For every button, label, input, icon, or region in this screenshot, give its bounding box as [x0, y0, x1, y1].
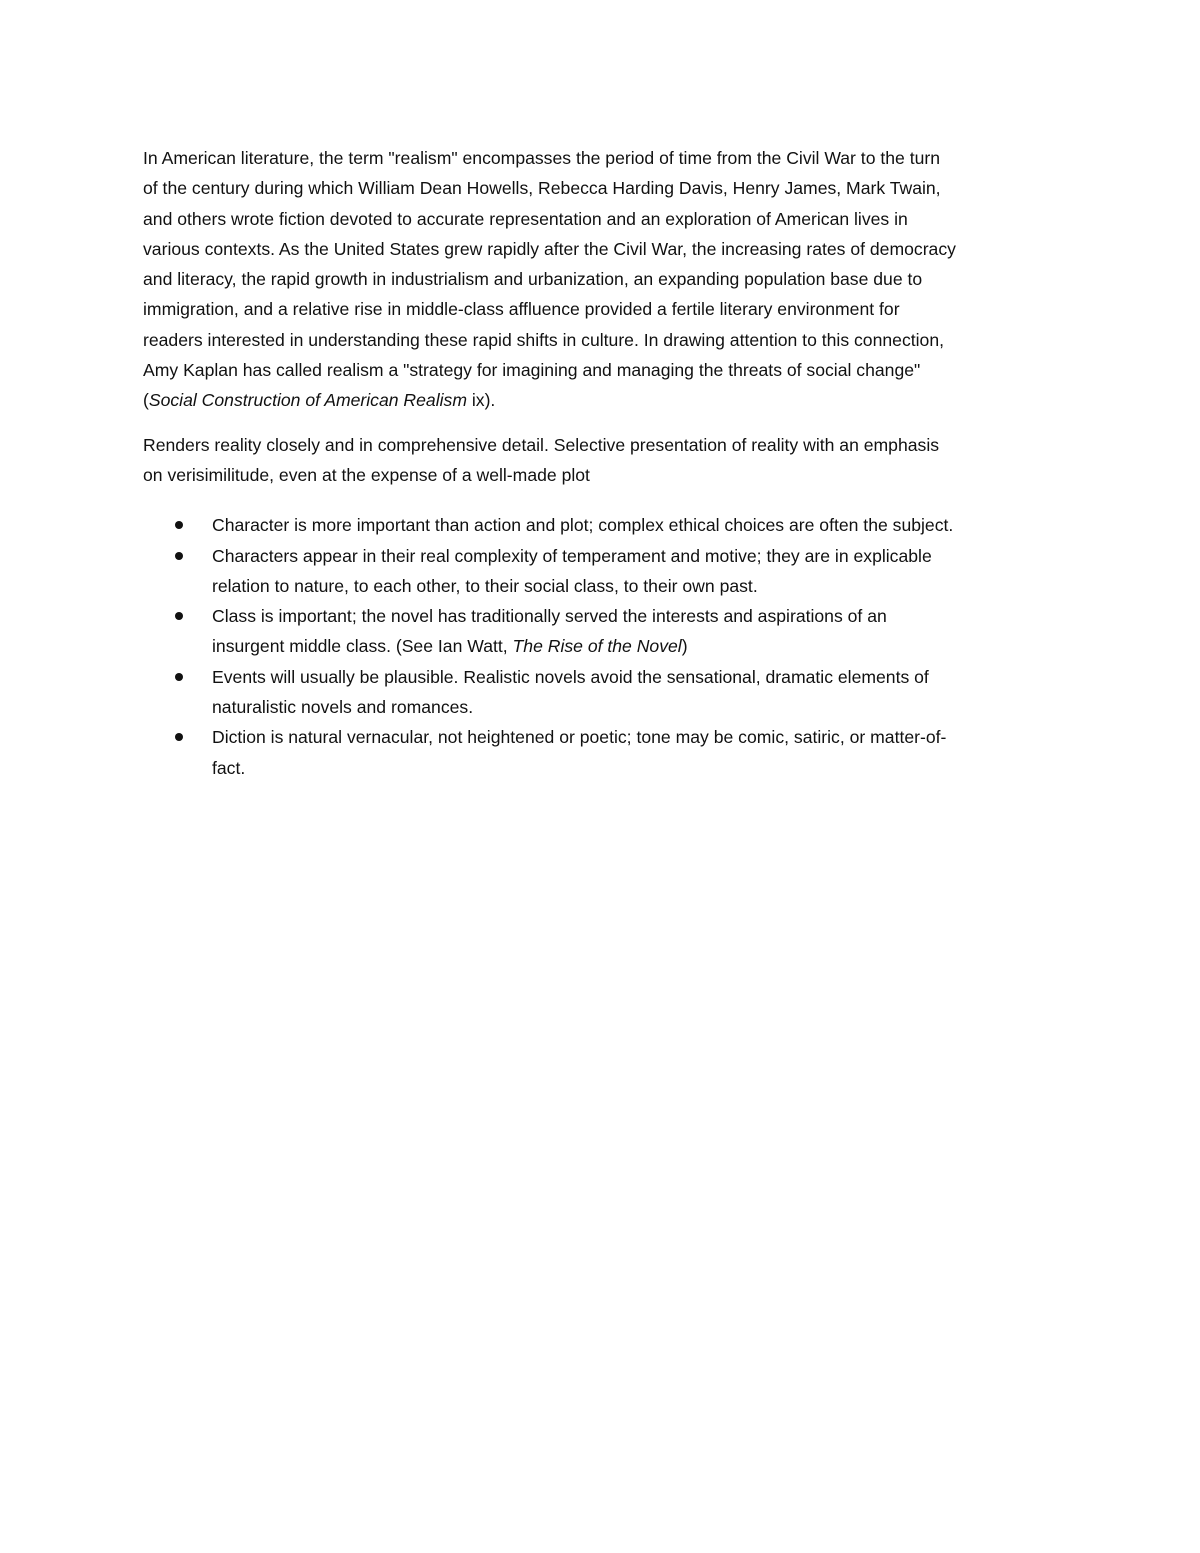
citation-title: Social Construction of American Realism — [148, 390, 467, 411]
bullet-icon — [175, 521, 183, 529]
citation-line — [143, 385, 1063, 415]
citation-close: ix). — [466, 390, 496, 411]
bullet-icon — [175, 552, 183, 560]
text-line: naturalistic novels and romances. — [212, 697, 474, 718]
list-item — [143, 662, 1063, 723]
text-line — [212, 631, 1063, 661]
list-item — [143, 722, 1063, 783]
text-line: immigration, and a relative rise in middle-class affluence provided a fertile literary environment for — [143, 299, 900, 320]
text-line: Character is more important than action and plot; complex ethical choices are often the subject. — [212, 515, 954, 536]
bullet-icon — [175, 733, 183, 741]
bullet-icon — [175, 673, 183, 681]
text-line: Amy Kaplan has called realism a "strategy for imagining and managing the threats of social change" — [143, 360, 921, 381]
text-line: and others wrote fiction devoted to accurate representation and an exploration of American lives in — [143, 208, 908, 229]
text-line: of the century during which William Dean Howells, Rebecca Harding Davis, Henry James, Mark Twain, — [143, 178, 941, 199]
list-item — [143, 510, 1063, 540]
text-line: and literacy, the rapid growth in industrialism and urbanization, an expanding population base due to — [143, 269, 923, 290]
intro-paragraph — [143, 143, 1063, 416]
text-line: readers interested in understanding these rapid shifts in culture. In drawing attention to this connection, — [143, 329, 944, 350]
text-line: various contexts. As the United States grew rapidly after the Civil War, the increasing rates of democracy — [143, 238, 956, 259]
text-line: In American literature, the term "realism" encompasses the period of time from the Civil War to the turn — [143, 148, 941, 168]
citation-open: ( — [143, 390, 149, 411]
text-line: Class is important; the novel has traditionally served the interests and aspirations of an — [212, 606, 887, 627]
list-item — [143, 601, 1063, 662]
characteristics-list — [143, 510, 1063, 783]
book-title: The Rise of the Novel — [512, 636, 682, 657]
text-line: Events will usually be plausible. Realistic novels avoid the sensational, dramatic elements of — [212, 666, 929, 687]
list-item — [143, 541, 1063, 602]
text-line: Characters appear in their real complexity of temperament and motive; they are in explicable — [212, 545, 932, 566]
text-line: on verisimilitude, even at the expense of a well-made plot — [143, 464, 590, 485]
text-segment: ) — [681, 636, 688, 657]
text-line: relation to nature, to each other, to their social class, to their own past. — [212, 575, 758, 596]
bullet-icon — [175, 612, 183, 620]
summary-paragraph — [143, 430, 1063, 491]
text-line: fact. — [212, 757, 246, 778]
document-body — [143, 143, 1063, 783]
text-line: Diction is natural vernacular, not heightened or poetic; tone may be comic, satiric, or matter-of- — [212, 727, 947, 748]
text-segment: insurgent middle class. (See Ian Watt, — [212, 636, 513, 657]
text-line: Renders reality closely and in comprehensive detail. Selective presentation of reality with an emphasis — [143, 434, 940, 455]
